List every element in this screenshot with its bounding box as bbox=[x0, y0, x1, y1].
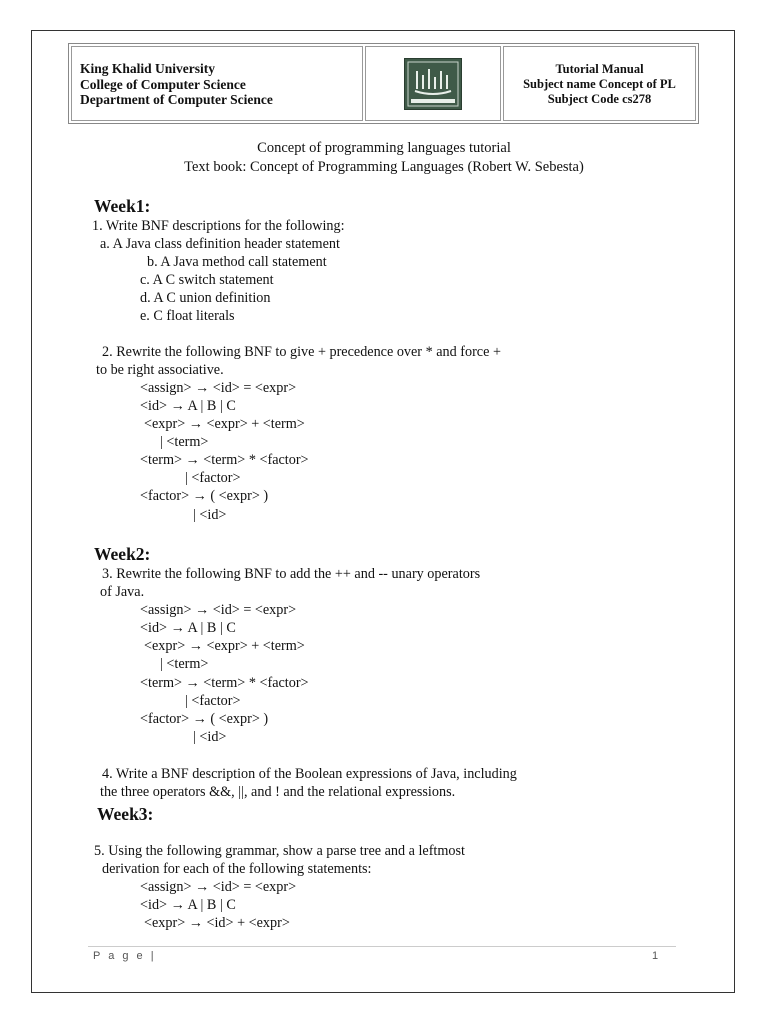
w3-grammar-line: <assign> → <id> = <expr> bbox=[140, 879, 297, 895]
header-table bbox=[68, 43, 699, 124]
manual-title: Tutorial Manual bbox=[555, 62, 644, 76]
w2-grammar-line: | <id> bbox=[193, 729, 227, 745]
week1-heading: Week1: bbox=[94, 196, 151, 216]
w2-grammar-line: | <term> bbox=[160, 656, 209, 672]
q2-line1: 2. Rewrite the following BNF to give + precedence over * and force + bbox=[102, 344, 501, 360]
footer-page-number: 1 bbox=[652, 950, 659, 962]
q1c-text: c. A C switch statement bbox=[140, 272, 274, 288]
university-name: King Khalid University bbox=[80, 61, 216, 76]
w1-grammar-line: <assign> → <id> = <expr> bbox=[140, 380, 297, 396]
q1a-text: a. A Java class definition header statement bbox=[100, 236, 340, 252]
q1-text: 1. Write BNF descriptions for the following: bbox=[92, 218, 345, 234]
week3-heading: Week3: bbox=[97, 804, 154, 824]
q1e-text: e. C float literals bbox=[140, 308, 235, 324]
logo-cell bbox=[365, 46, 501, 121]
q4-line2: the three operators &&, ||, and ! and the relational expressions. bbox=[100, 784, 456, 800]
w3-grammar-line: <expr> → <id> + <expr> bbox=[144, 915, 290, 931]
department-name: Department of Computer Science bbox=[80, 92, 273, 107]
w3-grammar-line: <id> → A | B | C bbox=[140, 897, 236, 913]
w1-grammar-line: <expr> → <expr> + <term> bbox=[144, 416, 305, 432]
footer-page-label: P a g e | bbox=[93, 950, 157, 962]
w2-grammar-line: | <factor> bbox=[185, 693, 241, 709]
college-name: College of Computer Science bbox=[80, 76, 246, 92]
w2-grammar-line: <expr> → <expr> + <term> bbox=[144, 638, 305, 654]
university-logo-icon bbox=[405, 59, 461, 109]
q3-line1: 3. Rewrite the following BNF to add the ++ and -- unary operators bbox=[102, 566, 481, 582]
w1-grammar-line: <term> → <term> * <factor> bbox=[140, 452, 309, 468]
q5-line2: derivation for each of the following statements: bbox=[102, 861, 372, 877]
university-info bbox=[71, 46, 363, 121]
subject-name: Subject name Concept of PL bbox=[523, 77, 676, 91]
q4-line1: 4. Write a BNF description of the Boolean expressions of Java, including bbox=[102, 766, 517, 782]
intro-textbook: Text book: Concept of Programming Languages (Robert W. Sebesta) bbox=[184, 159, 584, 175]
footer-divider bbox=[88, 946, 676, 947]
q1d-text: d. A C union definition bbox=[140, 290, 271, 306]
intro-title: Concept of programming languages tutorial bbox=[257, 140, 511, 156]
university-logo bbox=[404, 58, 462, 110]
subject-code: Subject Code cs278 bbox=[547, 92, 652, 106]
w2-grammar-line: <assign> → <id> = <expr> bbox=[140, 602, 297, 618]
q2-line2: to be right associative. bbox=[96, 362, 224, 378]
week2-heading: Week2: bbox=[94, 544, 151, 564]
q1b-text: b. A Java method call statement bbox=[147, 254, 327, 270]
w1-grammar-line: | <term> bbox=[160, 434, 209, 450]
w1-grammar-line: | <id> bbox=[193, 507, 227, 523]
w2-grammar-line: <id> → A | B | C bbox=[140, 620, 236, 636]
q3-line2: of Java. bbox=[100, 584, 145, 600]
w1-grammar-line: <factor> → ( <expr> ) bbox=[140, 488, 269, 504]
w2-grammar-line: <term> → <term> * <factor> bbox=[140, 675, 309, 691]
w1-grammar-line: <id> → A | B | C bbox=[140, 398, 236, 414]
q5-line1: 5. Using the following grammar, show a parse tree and a leftmost bbox=[94, 843, 465, 859]
w2-grammar-line: <factor> → ( <expr> ) bbox=[140, 711, 269, 727]
w1-grammar-line: | <factor> bbox=[185, 470, 241, 486]
course-info bbox=[503, 46, 696, 121]
